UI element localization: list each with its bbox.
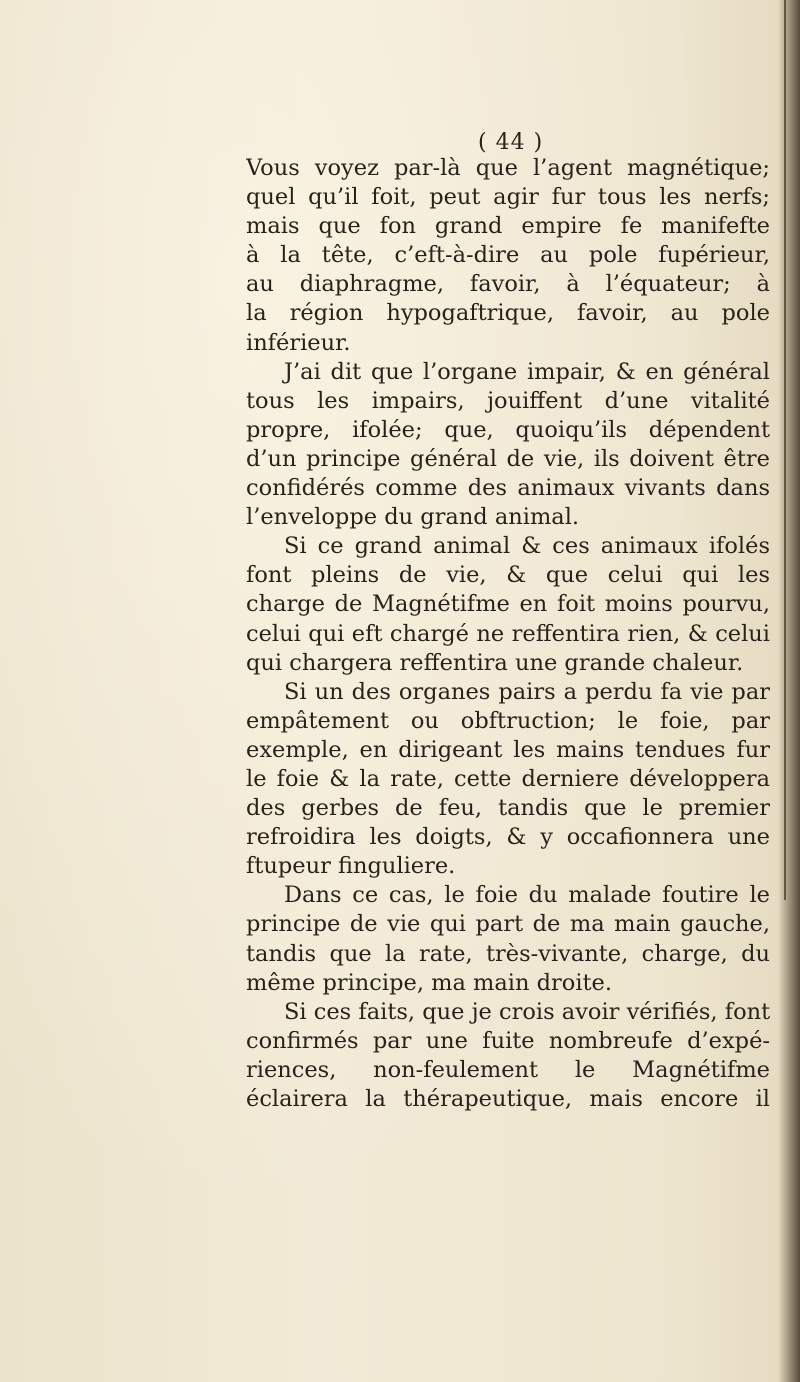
text-line: tandis que la rate, très-vivante, charge, du <box>246 940 770 967</box>
text-line: Dans ce cas, le foie du malade foutire le <box>284 882 770 909</box>
binding-edge <box>784 0 786 900</box>
text-line: riences, non-feulement le Magnétifme <box>246 1056 770 1083</box>
text-line: l’enveloppe du grand animal. <box>246 504 580 531</box>
text-line: confidérés comme des animaux vivants dans <box>246 475 770 502</box>
text-line: celui qui eft chargé ne reffentira rien, & celui <box>246 620 770 647</box>
page-gutter-shadow <box>778 0 800 1382</box>
text-line: J’ai dit que l’organe impair, & en général <box>284 358 770 385</box>
text-line: éclairera la thérapeutique, mais encore il <box>246 1086 770 1112</box>
text-line: principe de vie qui part de ma main gauche, <box>246 911 770 938</box>
text-line: la région hypogaftrique, favoir, au pole <box>246 300 770 327</box>
text-line: inférieur. <box>246 329 351 356</box>
text-line: refroidira les doigts, & y occafionnera une <box>246 824 770 851</box>
text-line: même principe, ma main droite. <box>246 969 613 996</box>
text-line: Si un des organes pairs a perdu fa vie par <box>284 678 770 705</box>
text-line: ftupeur finguliere. <box>246 853 456 880</box>
text-line: propre, ifolée; que, quoiqu’ils dépendent <box>246 416 770 443</box>
body-text <box>246 154 770 1114</box>
text-line: le foie & la rate, cette derniere développera <box>246 765 770 792</box>
text-line: au diaphragme, favoir, à l’équateur; à <box>246 271 770 298</box>
text-line: quel qu’il foit, peut agir fur tous les nerfs; <box>246 184 770 211</box>
text-line: qui chargera reffentira une grande chaleur. <box>246 649 744 676</box>
text-line: Si ce grand animal & ces animaux ifolés <box>284 533 770 560</box>
page-number: ( 44 ) <box>478 130 544 155</box>
text-line: empâtement ou obftruction; le foie, par <box>246 707 770 734</box>
text-line: mais que fon grand empire fe manifefte <box>246 213 770 240</box>
text-line: Si ces faits, que je crois avoir vérifiés, font <box>284 998 770 1025</box>
text-line: Vous voyez par-là que l’agent magnétique; <box>246 155 770 181</box>
text-line: des gerbes de feu, tandis que le premier <box>246 795 770 822</box>
text-line: à la tête, c’eft-à-dire au pole fupérieur, <box>246 242 770 269</box>
text-line: exemple, en dirigeant les mains tendues fur <box>246 736 770 763</box>
text-line: charge de Magnétifme en foit moins pourvu, <box>246 591 770 618</box>
text-line: d’un principe général de vie, ils doivent être <box>246 445 770 472</box>
text-line: font pleins de vie, & que celui qui les <box>246 562 770 589</box>
text-line: confirmés par une fuite nombreufe d’expé- <box>246 1027 770 1054</box>
text-line: tous les impairs, jouiffent d’une vitalité <box>246 387 770 414</box>
